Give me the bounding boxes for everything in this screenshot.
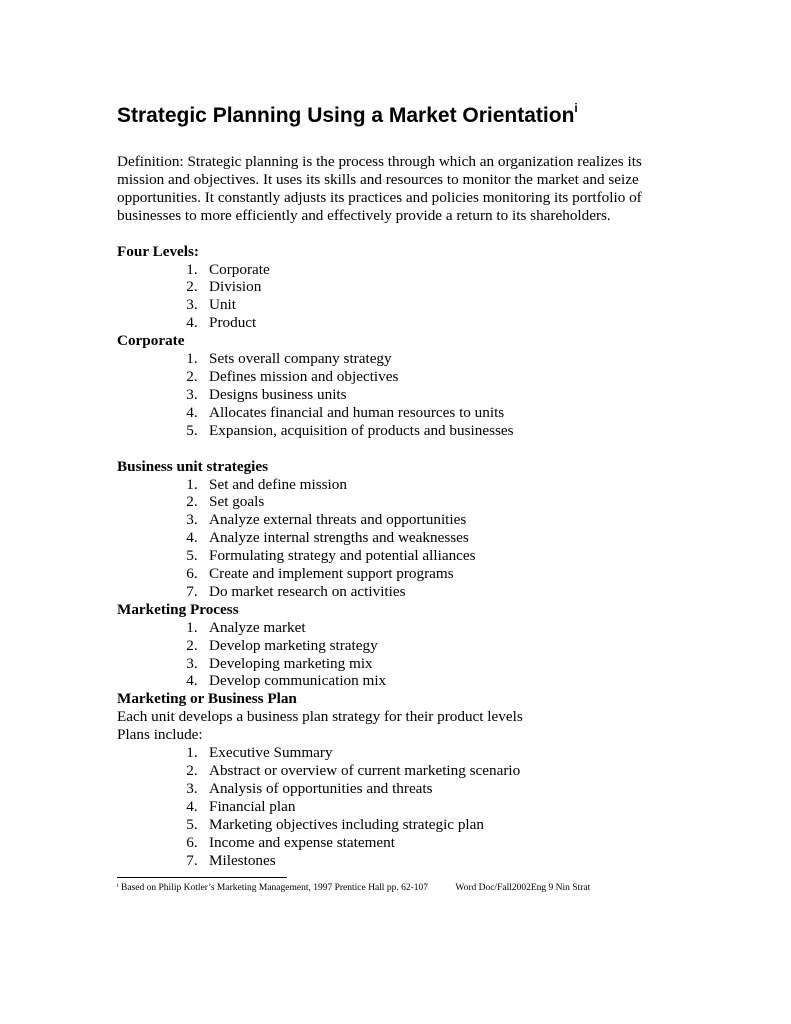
footnote-marker: i <box>117 883 119 889</box>
section-marketing-process <box>117 601 677 691</box>
page-title-text: Strategic Planning Using a Market Orientation <box>117 104 575 127</box>
footnote-separator <box>117 877 287 878</box>
list-item: 5. Marketing objectives including strategic plan <box>186 815 484 833</box>
list-item: 5. Formulating strategy and potential alliances <box>186 547 476 565</box>
list-item: 4. Allocates financial and human resources to units <box>186 403 505 421</box>
plans-include-label: Plans include: <box>117 726 203 744</box>
list-item: 5. Expansion, acquisition of products and businesses <box>186 421 514 439</box>
section-heading: Marketing Process <box>117 600 239 618</box>
list-item: 4. Develop communication mix <box>186 672 387 690</box>
list-item: 3. Designs business units <box>186 385 347 403</box>
list-item: 2. Set goals <box>186 493 265 511</box>
footnote-file-reference: Word Doc/Fall2002Eng 9 Nin Strat <box>455 883 591 893</box>
list-item: 3. Analyze external threats and opportunities <box>186 511 467 529</box>
list-item: 2. Defines mission and objectives <box>186 367 399 385</box>
marketing-process-list <box>117 619 677 691</box>
definition-paragraph: Definition: Strategic planning is the process through which an organization realizes its mission and objectives. It uses its skills and resources to monitor the market and seize opportunities. It constantly adjusts its practices and policies monitoring its portfolio of businesses to more efficiently and effectively provide a return to its shareholders. <box>117 153 642 224</box>
list-item: 1. Corporate <box>186 260 270 278</box>
four-levels-list <box>117 261 677 333</box>
plan-description: Each unit develops a business plan strategy for their product levels <box>117 708 523 726</box>
list-item: 3. Analysis of opportunities and threats <box>186 779 433 797</box>
section-marketing-business-plan <box>117 690 677 869</box>
section-heading: Corporate <box>117 332 185 350</box>
list-item: 2. Abstract or overview of current marketing scenario <box>186 762 521 779</box>
list-item: 7. Milestones <box>186 851 276 869</box>
list-item: 6. Create and implement support programs <box>186 565 454 583</box>
page-title <box>117 103 677 129</box>
section-heading: Business unit strategies <box>117 457 269 475</box>
title-footnote-marker: i <box>574 101 578 115</box>
list-item: 1. Executive Summary <box>186 744 333 762</box>
corporate-list <box>117 350 677 440</box>
section-heading: Four Levels: <box>117 242 199 260</box>
business-plan-list <box>117 744 677 869</box>
list-item: 1. Sets overall company strategy <box>186 350 392 368</box>
list-item: 7. Do market research on activities <box>186 582 406 600</box>
list-item: 1. Analyze market <box>186 618 306 636</box>
list-item: 2. Division <box>186 278 262 296</box>
list-item: 4. Product <box>186 314 257 332</box>
list-item: 4. Financial plan <box>186 797 296 815</box>
footnote-text: Based on Philip Kotler’s Marketing Management, 1997 Prentice Hall pp. 62-107 <box>121 883 428 893</box>
section-heading: Marketing or Business Plan <box>117 690 297 708</box>
list-item: 3. Unit <box>186 296 237 314</box>
list-item: 2. Develop marketing strategy <box>186 636 378 654</box>
list-item: 4. Analyze internal strengths and weaknesses <box>186 529 469 547</box>
section-corporate <box>117 332 677 439</box>
list-item: 1. Set and define mission <box>186 475 347 493</box>
section-four-levels <box>117 243 677 333</box>
list-item: 3. Developing marketing mix <box>186 654 373 672</box>
list-item: 6. Income and expense statement <box>186 833 395 851</box>
section-business-unit-strategies <box>117 458 677 601</box>
business-unit-list <box>117 476 677 601</box>
footnote <box>117 882 590 894</box>
document-page <box>117 103 677 869</box>
